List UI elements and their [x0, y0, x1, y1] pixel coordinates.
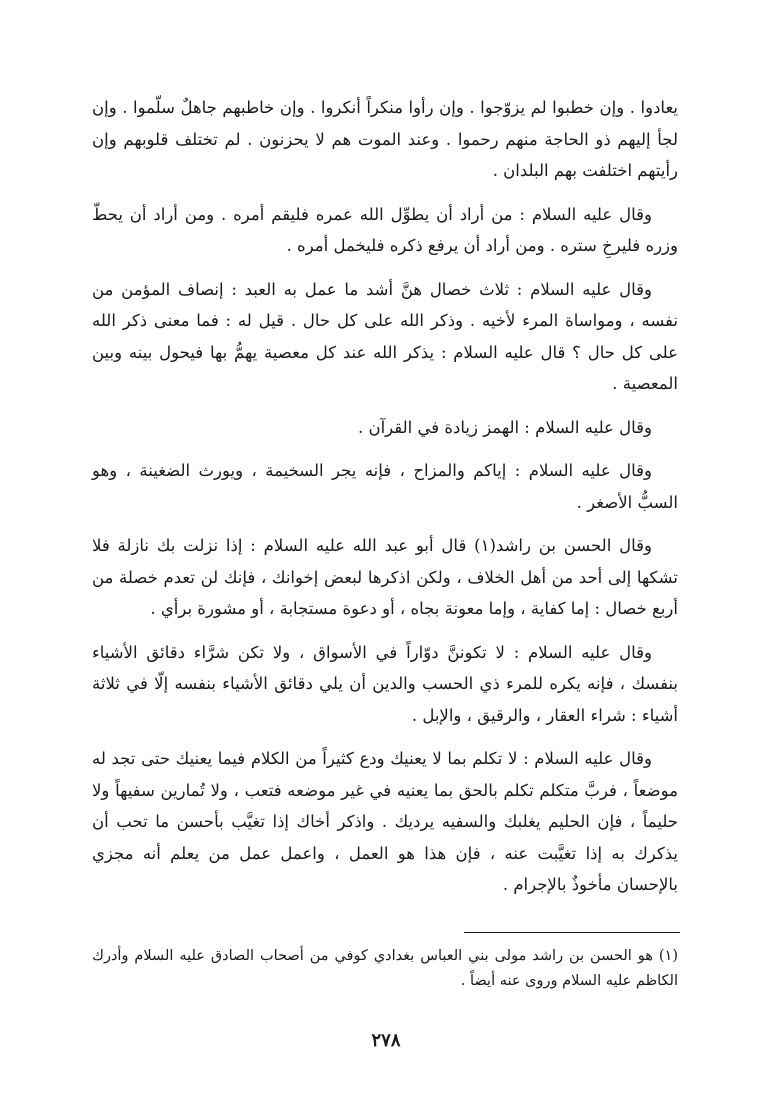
paragraph: يعادوا . وإن خطبوا لم يزوّجوا . وإن رأوا منكراً أنكروا . وإن خاطبهم جاهلٌ سلّموا . وإن لجأ إليهم ذو الحاجة منهم رحموا . وعند الموت هم لا يحزنون . لم تختلف قلوبهم وإن رأيتهم اختلفت بهم البلدان . — [92, 98, 678, 180]
paragraph: وقال عليه السلام : لا تكلم بما لا يعنيك ودع كثيراً من الكلام فيما يعنيك حتى تجد له موضعاً ، فربَّ متكلم تكلم بالحق بما يعنيه في غير موضعه فتعب ، ولا تُمارين سفيهاً ولا حليماً ، فإن الحليم يغلبك والسفيه يرديك . واذكر أخاك إذا تغيَّب بأحسن ما تحب أن يذكرك به إذا تغيَّبت عنه ، فإن هذا هو العمل ، واعمل عمل من يعلم أنه مجزي بالإحسان مأخوذٌ بالإجرام . — [92, 749, 678, 894]
page-number: ٢٧٨ — [371, 1030, 401, 1051]
paragraph: وقال عليه السلام : لا تكوننَّ دوّاراً في الأسواق ، ولا تكن شرَّاء دقائق الأشياء بنفسك ، فإنه يكره للمرء ذي الحسب والدين أن يلي دقائق الأشياء بنفسه إلّا في ثلاثة أشياء : شراء العقار ، والرقيق ، والإبل . — [92, 642, 678, 725]
footnote: (١) هو الحسن بن راشد مولى بني العباس بغدادي كوفي من أصحاب الصادق عليه السلام وأدرك الكاظم عليه السلام وروى عنه أيضاً . — [92, 948, 678, 989]
main-text — [92, 92, 678, 913]
paragraph: وقال عليه السلام : إياكم والمزاح ، فإنه يجر السخيمة ، ويورث الضغينة ، وهو السبُّ الأصغر . — [92, 461, 678, 512]
footnote-divider — [464, 932, 680, 933]
paragraph: وقال الحسن بن راشد(١) قال أبو عبد الله عليه السلام : إذا نزلت بك نازلة فلا تشكها إلى أحد من أهل الخلاف ، ولكن اذكرها لبعض إخوانك ، فإنك لن تعدم خصلة من أربع خصال : إما كفاية ، وإما معونة بجاه ، أو دعوة مستجابة ، أو مشورة برأي . — [92, 536, 678, 618]
paragraph: وقال عليه السلام : الهمز زيادة في القرآن . — [357, 417, 652, 437]
paragraph: وقال عليه السلام : من أراد أن يطوِّل الله عمره فليقم أمره . ومن أراد أن يحطّ وزره فليرخِ ستره . ومن أراد أن يرفع ذكره فليخمل أمره . — [92, 204, 678, 255]
footnotes — [92, 944, 678, 994]
paragraph: وقال عليه السلام : ثلاث خصال هنَّ أشد ما عمل به العبد : إنصاف المؤمن من نفسه ، ومواساة المرء لأخيه . وذكر الله على كل حال . قيل له : فما معنى ذكر الله على كل حال ؟ قال عليه السلام : يذكر الله عند كل معصية يهمُّ بها فيحول بينه وبين المعصية . — [92, 279, 678, 393]
